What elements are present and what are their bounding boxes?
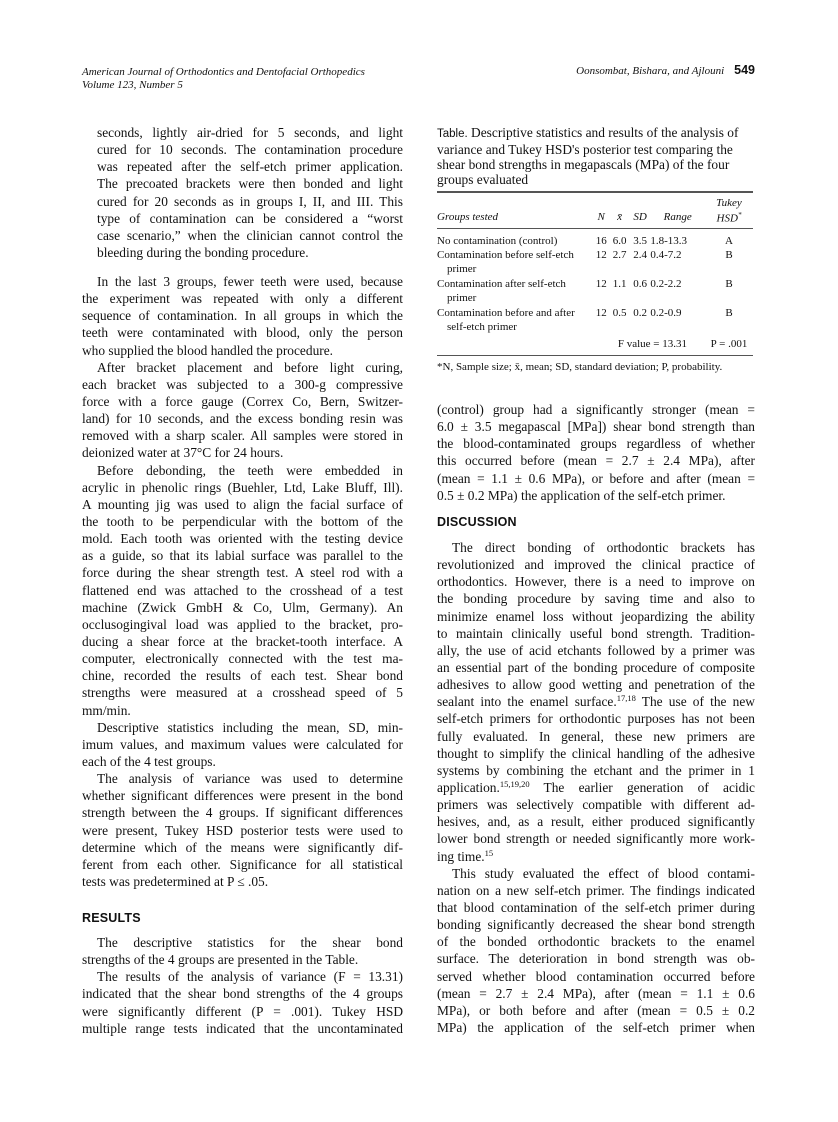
sd-cell: 0.2 bbox=[633, 306, 647, 319]
text-line: whether significant differences were present in the bond bbox=[82, 788, 403, 804]
text-segment: sealant into the enamel surface. bbox=[437, 694, 617, 710]
text-line: Descriptive statistics including the mean, SD, min- bbox=[97, 719, 403, 735]
paragraph bbox=[82, 462, 403, 719]
text-line: were present, Tukey HSD posterior tests were used to bbox=[82, 822, 403, 838]
running-header-right bbox=[576, 64, 755, 78]
range-cell: 0.4-7.2 bbox=[650, 249, 682, 262]
results-table bbox=[437, 191, 753, 356]
paragraph bbox=[437, 539, 755, 865]
group-cell: Contamination before and after self-etch primer bbox=[437, 306, 575, 334]
text-line: surface. The deterioration in bond strength was ob- bbox=[437, 951, 755, 967]
text-line: Before debonding, the teeth were embedded in bbox=[97, 462, 403, 478]
text-line: nation on a new self-etch primer. The findings indicated bbox=[437, 882, 755, 898]
f-value: F value = 13.31 bbox=[593, 335, 705, 356]
text-line: removed with a sharp scaler. All samples were stored in bbox=[82, 428, 403, 444]
text-line: In the last 3 groups, fewer teeth were used, because bbox=[97, 274, 403, 289]
author-names: Oonsombat, Bishara, and Ajlouni bbox=[576, 65, 725, 77]
right-column-results bbox=[437, 401, 755, 504]
text-line: mm/min. bbox=[82, 702, 131, 718]
col-tukey-label: Tukey HSD bbox=[716, 197, 742, 225]
citation-superscript: 15,19,20 bbox=[499, 778, 530, 789]
running-header-left bbox=[82, 66, 365, 92]
text-line: seconds, lightly air-dried for 5 seconds, and light bbox=[97, 125, 403, 140]
table-header-row bbox=[437, 192, 753, 228]
text-line bbox=[437, 779, 755, 796]
text-line: After bracket placement and before light curing, bbox=[97, 359, 403, 375]
text-line: ferent from each other. Significance for all statistical bbox=[82, 856, 403, 872]
text-line: determine which of the means were significantly dif- bbox=[82, 839, 403, 855]
text-line: force with a force gauge (Correx Co, Bern, Switzer- bbox=[82, 393, 403, 409]
p-value: P = .001 bbox=[705, 335, 753, 356]
text-line: who supplied the blood handled the procedure. bbox=[82, 342, 334, 358]
n-cell: 12 bbox=[595, 277, 607, 290]
mean-cell: 2.7 bbox=[612, 249, 627, 262]
text-line: MPa) the application of the self-etch primer when bbox=[437, 1019, 755, 1035]
text-line: MPa), or both before and after (mean = 0.5 ± 0.2 bbox=[437, 1002, 755, 1018]
discussion-heading: DISCUSSION bbox=[437, 515, 517, 529]
paragraph bbox=[437, 865, 755, 1036]
results-heading: RESULTS bbox=[82, 911, 141, 925]
text-line: (mean = 2.7 ± 2.4 MPa), after (mean = 1.1 ± 0.6 bbox=[437, 985, 755, 1001]
text-line: ally, the use of acid etchants followed by a primer was bbox=[437, 642, 755, 658]
text-line: to maintain clinically useful bond strength. Tradition- bbox=[437, 625, 755, 641]
text-segment: application. bbox=[437, 779, 500, 795]
tukey-cell: B bbox=[725, 306, 733, 319]
text-line: The descriptive statistics for the shear bond bbox=[97, 935, 403, 950]
text-line: The results of the analysis of variance (F = 13.31) bbox=[97, 969, 403, 985]
table-caption bbox=[437, 125, 755, 187]
paragraph bbox=[82, 273, 403, 359]
text-line: the bonding procedure by saving time and also to bbox=[437, 591, 755, 607]
n-cell: 16 bbox=[595, 234, 607, 247]
text-line: chine, recorded the results of each test. Shear bond bbox=[82, 668, 403, 684]
text-line: 6.0 ± 3.5 megapascal [MPa]) shear bond strength than bbox=[437, 419, 755, 435]
paragraph bbox=[82, 359, 403, 462]
text-line: The analysis of variance was used to determine bbox=[97, 771, 403, 787]
text-line: computer, electronically connected with the test ma- bbox=[82, 651, 403, 667]
paragraph bbox=[82, 719, 403, 770]
text-line: orthodontics. However, there is a need to improve on bbox=[437, 574, 755, 590]
n-cell: 12 bbox=[595, 249, 607, 262]
text-line: thought to simplify the clinical handling of the adhesive bbox=[437, 745, 755, 761]
table-label: Table. bbox=[437, 128, 468, 140]
text-line: land) for 10 seconds, and the excess bonding resin was bbox=[82, 411, 403, 427]
col-range: Range bbox=[663, 211, 692, 224]
text-line: acrylic in phenolic rings (Buehler, Ltd, Lake Bluff, Ill). bbox=[82, 479, 403, 495]
journal-title: American Journal of Orthodontics and Dentofacial Orthopedics bbox=[82, 66, 365, 78]
text-line: multiple range tests indicated that the uncontaminated bbox=[82, 1020, 403, 1036]
text-line: the experiment was repeated with only a different bbox=[82, 291, 403, 307]
text-line: fully evaluated. In general, these new primers are bbox=[437, 728, 755, 744]
paragraph bbox=[82, 934, 403, 968]
text-line: bonding significantly decreased the shear bond strength bbox=[437, 917, 755, 933]
text-line: type of contamination can be considered a “worst bbox=[97, 210, 403, 226]
sd-cell: 0.6 bbox=[633, 277, 647, 290]
text-line: deionized water at 37°C for 24 hours. bbox=[82, 445, 284, 461]
paragraph bbox=[97, 124, 403, 261]
text-line: (mean = 1.1 ± 0.6 MPa), or before and after (mean = bbox=[437, 470, 755, 486]
table-footnote: *N, Sample size; x̄, mean; SD, standard deviation; P, probability. bbox=[437, 361, 723, 373]
text-line: systems by combining the etchant and the primer in 1 bbox=[437, 762, 755, 778]
col-tukey bbox=[705, 192, 753, 228]
paragraph bbox=[82, 770, 403, 890]
text-segment: The earlier generation of acidic bbox=[529, 779, 755, 795]
group-cell: No contamination (control) bbox=[437, 234, 558, 247]
text-line: minimize enamel loss without jeopardizing the ability bbox=[437, 608, 755, 624]
text-line: each of the 4 test groups. bbox=[82, 753, 216, 769]
citation-superscript: 17,18 bbox=[616, 693, 636, 704]
text-line: of the bonded orthodontic brackets to the enamel bbox=[437, 934, 755, 950]
col-mean: x̄ bbox=[617, 211, 623, 224]
text-line: The direct bonding of orthodontic brackets has bbox=[452, 540, 755, 555]
text-line: strengths were measured at a crosshead speed of 5 bbox=[82, 685, 403, 701]
text-line: The precoated brackets were then bonded and light bbox=[97, 176, 403, 192]
journal-volume: Volume 123, Number 5 bbox=[82, 79, 183, 91]
text-line: imum values, and maximum values were calculated for bbox=[82, 736, 403, 752]
text-line bbox=[437, 693, 755, 710]
page-number: 549 bbox=[734, 63, 755, 77]
paragraph bbox=[82, 968, 403, 1037]
text-line: revolutionized and improved the clinical practice of bbox=[437, 557, 755, 573]
mean-cell: 6.0 bbox=[612, 234, 627, 247]
text-line: cured for 20 seconds as in groups I, II, and III. This bbox=[97, 193, 403, 209]
left-column-results bbox=[82, 934, 403, 1037]
col-groups: Groups tested bbox=[437, 211, 499, 224]
text-line: flattened end was attached to the crosshead of a test bbox=[82, 582, 403, 598]
text-line: an essential part of the bonding procedure of composite bbox=[437, 659, 755, 675]
text-line: bleeding during the bonding procedure. bbox=[97, 244, 309, 260]
text-line: (control) group had a significantly stronger (mean = bbox=[437, 402, 755, 417]
text-segment: The use of the new bbox=[635, 694, 755, 710]
text-line: each bracket was subjected to a 300-g compressive bbox=[82, 376, 403, 392]
text-line: machine (Zwick GmbH & Co, Ulm, Germany). An bbox=[82, 599, 403, 615]
right-column-discussion bbox=[437, 539, 755, 1036]
text-line: 0.5 ± 0.2 MPa) the application of the self-etch primer. bbox=[437, 487, 726, 503]
range-cell: 0.2-0.9 bbox=[650, 306, 682, 319]
text-line: occlusogingival load was applied to the bracket, pro- bbox=[82, 616, 403, 632]
col-n: N bbox=[597, 211, 605, 224]
text-line: the blood-contaminated groups regardless of whether bbox=[437, 436, 755, 452]
sd-cell: 3.5 bbox=[633, 234, 647, 247]
text-line: self-etch primers for orthodontic purposes has not been bbox=[437, 711, 755, 727]
text-line: A mounting jig was used to align the facial surface of bbox=[82, 496, 403, 512]
text-line: tests was predetermined at P ≤ .05. bbox=[82, 873, 269, 889]
table-caption-text: Descriptive statistics and results of the analysis of variance and Tukey HSD's posterior test comparing the shear bond strengths in megapascals (MPa) of the four groups evaluated bbox=[437, 125, 739, 187]
table-row bbox=[437, 228, 753, 248]
text-line: as a guide, so that its labial surface was parallel to the bbox=[82, 548, 403, 564]
text-line: the tooth to be perpendicular with the bottom of the bbox=[82, 513, 403, 529]
col-sd: SD bbox=[633, 211, 647, 224]
text-line: This study evaluated the effect of blood contami- bbox=[452, 865, 755, 881]
text-line: were significantly different (P = .001). Tukey HSD bbox=[82, 1003, 403, 1019]
tukey-cell: B bbox=[725, 277, 733, 290]
text-segment: ing time. bbox=[437, 848, 485, 864]
left-column-methods bbox=[82, 273, 403, 890]
text-line: indicated that the shear bond strengths of the 4 groups bbox=[82, 986, 403, 1002]
text-line: cured for 10 seconds. The contamination procedure bbox=[97, 142, 403, 158]
citation-superscript: 15 bbox=[484, 847, 494, 858]
text-line bbox=[437, 848, 755, 865]
text-line: strengths of the 4 groups are presented in the Table. bbox=[82, 952, 359, 968]
paragraph bbox=[437, 401, 755, 504]
text-line: that blood contamination of the self-etch primer during bbox=[437, 899, 755, 915]
group-cell: Contamination after self-etch primer bbox=[437, 277, 566, 305]
text-line: teeth were contaminated with blood, only the person bbox=[82, 325, 403, 341]
text-line: hesives, and, as a result, either produced significantly bbox=[437, 814, 755, 830]
mean-cell: 1.1 bbox=[612, 277, 627, 290]
text-line: primers was selectively compatible with different ad- bbox=[437, 797, 755, 813]
footnote-mark: * bbox=[737, 211, 742, 219]
text-line: was repeated after the self-etch primer application. bbox=[97, 159, 403, 175]
tukey-cell: A bbox=[725, 234, 733, 247]
text-line: adhesives to allow good wetting and penetration of the bbox=[437, 677, 755, 693]
text-line: lower bond strength or needed significantly more work- bbox=[437, 831, 755, 847]
text-line: this occurred before (mean = 2.7 ± 2.4 MPa), after bbox=[437, 453, 755, 469]
text-line: case scenario,” when the clinician cannot control the bbox=[97, 227, 403, 243]
table-row bbox=[437, 277, 753, 306]
table-row bbox=[437, 248, 753, 277]
n-cell: 12 bbox=[595, 306, 607, 319]
left-column-intro bbox=[97, 124, 403, 261]
mean-cell: 0.5 bbox=[612, 306, 627, 319]
sd-cell: 2.4 bbox=[633, 249, 647, 262]
range-cell: 1.8-13.3 bbox=[650, 234, 687, 247]
range-cell: 0.2-2.2 bbox=[650, 277, 682, 290]
text-line: served whether blood contamination occurred before bbox=[437, 968, 755, 984]
anova-row bbox=[437, 335, 753, 356]
text-line: ducing a shear force at the bracket-tooth interface. A bbox=[82, 633, 403, 649]
text-line: strength between the 4 groups. If significant differences bbox=[82, 805, 403, 821]
text-line: sequence of contamination. In all groups in which the bbox=[82, 308, 403, 324]
table-row bbox=[437, 306, 753, 335]
text-line: force during the shear strength test. A steel rod with a bbox=[82, 565, 403, 581]
text-line: mold. Each tooth was oriented with the testing device bbox=[82, 531, 403, 547]
tukey-cell: B bbox=[725, 249, 733, 262]
group-cell: Contamination before self-etch primer bbox=[437, 249, 574, 276]
